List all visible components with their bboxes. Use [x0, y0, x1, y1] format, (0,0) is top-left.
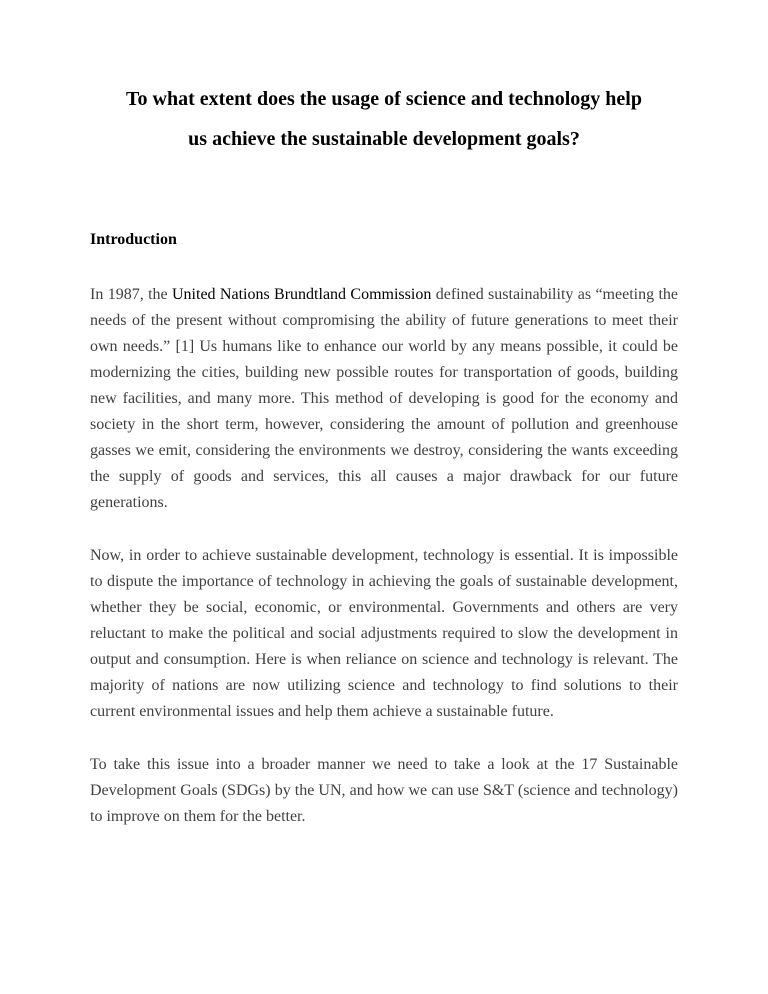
paragraph-3: To take this issue into a broader manner we need to take a look at the 17 Sustainable Development Goals (SDGs) by the UN, and how we can use S&T (science and technology) to improve on them for the better. [90, 756, 678, 825]
paragraph-1 [90, 282, 678, 516]
document-title-line-1: To what extent does the usage of science and technology help [126, 88, 642, 110]
document-title [90, 79, 678, 159]
paragraph-2: Now, in order to achieve sustainable development, technology is essential. It is impossible to dispute the importance of technology in achieving the goals of sustainable development, whether they be social, economic, or environmental. Governments and others are very reluctant to make the political and social adjustments required to slow the development in output and consumption. Here is when reliance on science and technology is relevant. The majority of nations are now utilizing science and technology to find solutions to their current environmental issues and help them achieve a sustainable future. [90, 547, 678, 720]
term-united-nations-brundtland-commission: United Nations Brundtland Commission [172, 286, 432, 303]
section-heading-introduction: Introduction [90, 231, 177, 248]
paragraph-1-text-after-term: defined sustainability as “meeting the needs of the present without compromising the ability of future generations to meet their own needs.” [1] Us humans like to enhance our world by any means possible, it could be modernizing the cities, building new possible routes for transportation of goods, building new facilities, and many more. This method of developing is good for the economy and society in the short term, however, considering the amount of pollution and greenhouse gasses we emit, considering the environments we destroy, considering the wants exceeding the supply of goods and services, this all causes a major drawback for our future generations. [90, 286, 679, 511]
document-title-line-2: us achieve the sustainable development goals? [188, 128, 580, 150]
paragraph-1-text-before-term: In 1987, the [90, 286, 172, 303]
